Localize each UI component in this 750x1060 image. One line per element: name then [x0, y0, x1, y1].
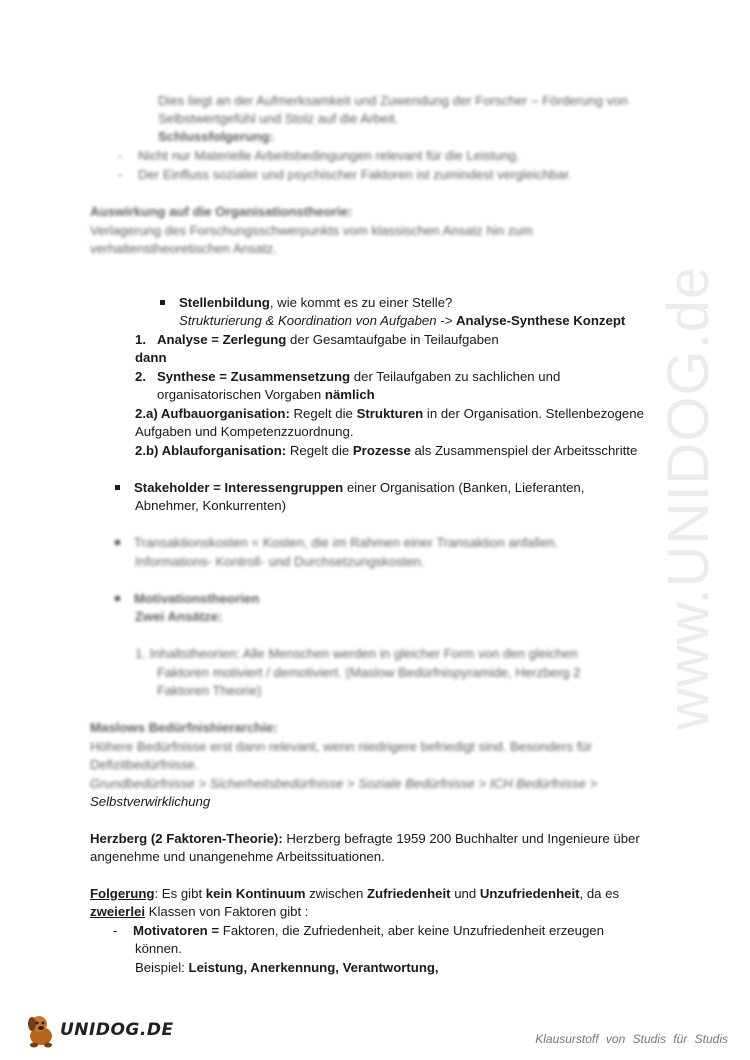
blurred-heading: Motivationstheorien — [115, 590, 259, 608]
aufbau-line-2: Aufgaben und Kompetenzzuordnung. — [135, 424, 354, 439]
bullet-icon — [160, 300, 165, 305]
strukturierung-line: Strukturierung & Koordination von Aufgaben -> Analyse-Synthese Konzept — [179, 313, 626, 328]
blurred-line: Transaktionskosten = Kosten, die im Rahmen einer Transaktion anfallen. — [115, 534, 558, 552]
unidog-logo — [24, 1012, 174, 1048]
stellenbildung-line: Stellenbildung, wie kommt es zu einer Stelle? — [160, 294, 452, 312]
blurred-heading: Auswirkung auf die Organisationstheorie: — [90, 204, 353, 219]
dog-icon — [24, 1012, 58, 1048]
blurred-line: Faktoren Theorie) — [157, 683, 262, 698]
beispiel-line: Beispiel: Leistung, Anerkennung, Verantwortung, — [135, 960, 439, 975]
watermark: www.UNIDOG.de — [656, 265, 721, 730]
blurred-line: Verlagerung des Forschungsschwerpunkts vom klassischen Ansatz hin zum — [90, 223, 533, 238]
logo-text: UNIDOG.DE — [60, 1020, 174, 1040]
blurred-line: verhaltenstheoretischen Ansatz. — [90, 241, 277, 256]
selbstverwirklichung-text: Selbstverwirklichung — [90, 794, 211, 809]
synthese-line-2: organisatorischen Vorgaben nämlich — [157, 387, 375, 402]
folgerung-line: Folgerung: Es gibt kein Kontinuum zwischen Zufriedenheit und Unzufriedenheit, da es — [90, 886, 620, 901]
blurred-line: Informations- Kontroll- und Durchsetzungskosten. — [135, 554, 425, 569]
blurred-line: Schlussfolgerung: — [158, 129, 274, 144]
synthese-line: 2. Synthese = Zusammensetzung der Teilaufgaben zu sachlichen und — [135, 369, 561, 384]
blurred-heading: Maslows Bedürfnishierarchie: — [90, 720, 278, 735]
analyse-line: 1. Analyse = Zerlegung der Gesamtaufgabe in Teilaufgaben — [135, 332, 499, 347]
folgerung-line-2: zweierlei Klassen von Faktoren gibt : — [90, 904, 309, 919]
stakeholder-line: Stakeholder = Interessengruppen einer Organisation (Banken, Lieferanten, — [115, 479, 584, 497]
blurred-line: Grundbedürfnisse > Sicherheitsbedürfnisse > Soziale Bedürfnisse > ICH Bedürfnisse > — [90, 776, 598, 791]
motivatoren-line: - Motivatoren = Faktoren, die Zufriedenheit, aber keine Unzufriedenheit erzeugen — [113, 923, 604, 938]
herzberg-line: Herzberg (2 Faktoren-Theorie): Herzberg befragte 1959 200 Buchhalter und Ingenieure über — [90, 831, 640, 846]
blurred-line: Defizitbedürfnisse. — [90, 757, 199, 772]
footer-tagline: Klausurstoff von Studis für Studis — [535, 1032, 728, 1046]
blurred-line: Höhere Bedürfnisse erst dann relevant, wenn niedrigere befriedigt sind. Besonders für — [90, 739, 593, 754]
ablauf-line: 2.b) Ablauforganisation: Regelt die Prozesse als Zusammenspiel der Arbeitsschritte — [135, 443, 638, 458]
blurred-line: - Der Einfluss sozialer und psychischer Faktoren ist zumindest vergleichbar. — [118, 167, 572, 182]
blurred-line: 1. Inhaltstheorien: Alle Menschen werden in gleicher Form von den gleichen — [135, 646, 578, 661]
blurred-line: Dies liegt an der Aufmerksamkeit und Zuwendung der Forscher – Förderung von — [158, 93, 628, 108]
aufbau-line: 2.a) Aufbauorganisation: Regelt die Strukturen in der Organisation. Stellenbezogene — [135, 406, 644, 421]
motivatoren-line-2: können. — [135, 941, 182, 956]
herzberg-line-2: angenehme und unangenehme Arbeitssituationen. — [90, 849, 385, 864]
stakeholder-line-2: Abnehmer, Konkurrenten) — [135, 498, 287, 513]
blurred-heading: Zwei Ansätze: — [135, 609, 223, 624]
dann-label: dann — [135, 350, 167, 365]
blurred-line: - Nicht nur Materielle Arbeitsbedingungen relevant für die Leistung. — [118, 148, 520, 163]
blurred-line: Selbstwertgefühl und Stolz auf die Arbeit. — [158, 111, 399, 126]
blurred-line: Faktoren motiviert / demotiviert. (Maslow Bedürfnispyramide, Herzberg 2 — [157, 665, 581, 680]
bullet-icon — [115, 485, 120, 490]
